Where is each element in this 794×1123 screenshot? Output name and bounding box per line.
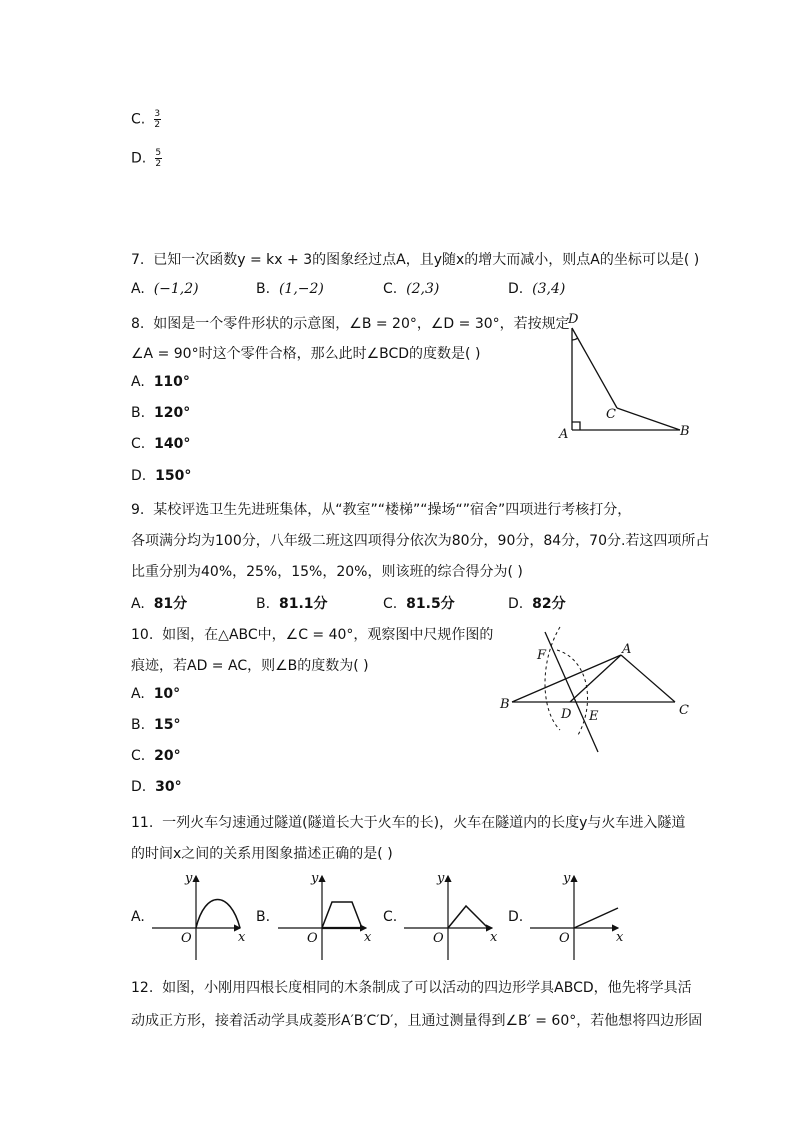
q10-option-d: D. 30°: [131, 779, 182, 795]
q11-option-c-label: C.: [383, 909, 398, 925]
q10-label-f: F: [537, 648, 547, 663]
q7-option-a: A. (−1,2): [131, 281, 199, 297]
q10-label-c: C: [679, 703, 689, 718]
q11-a-origin-label: O: [181, 931, 192, 946]
q10-stem-line1: 10. 如图，在△ABC中，∠C = 40°，观察图中尺规作图的: [131, 627, 494, 643]
q6-option-d-fraction: $\frac{5}{2}$: [155, 148, 162, 169]
q11-d-origin-label: O: [559, 931, 570, 946]
q11-stem-line2: 的时间x之间的关系用图象描述正确的是( ): [131, 846, 393, 862]
q11-a-x-label: x: [238, 930, 246, 945]
q11-graph-b-trapezoid: [322, 902, 362, 928]
q7-option-c: C. (2,3): [383, 281, 440, 297]
q9-stem-line3: 比重分别为40%，25%，15%，20%，则该班的综合得分为( ): [131, 564, 523, 580]
q11-graph-b: [278, 876, 366, 960]
q11-graph-a-arch: [196, 900, 240, 929]
q11-d-x-label: x: [616, 930, 624, 945]
q10-label-e: E: [589, 709, 599, 724]
q11-option-a-label: A.: [131, 909, 145, 925]
q9-option-c: C. 81.5分: [383, 596, 455, 612]
q11-stem-line1: 11. 一列火车匀速通过隧道(隧道长大于火车的长)，火车在隧道内的长度y与火车进入隧道: [131, 815, 686, 831]
q10-option-c: C. 20°: [131, 748, 181, 764]
q9-stem-line2: 各项满分均为100分，八年级二班这四项得分依次为80分，90分，84分，70分.若这四项所占: [131, 533, 710, 549]
q6-option-d: D. $\frac{5}{2}$: [131, 148, 162, 169]
q8-stem-line2: ∠A = 90°时这个零件合格，那么此时∠BCD的度数是( ): [131, 346, 481, 362]
q9-option-b: B. 81.1分: [256, 596, 328, 612]
q10-option-b: B. 15°: [131, 717, 181, 733]
q11-a-y-label: y: [185, 871, 193, 886]
q8-label-a: A: [559, 427, 569, 442]
q11-c-y-label: y: [437, 871, 445, 886]
q11-b-y-label: y: [311, 871, 319, 886]
q6-option-c-fraction: $\frac{3}{2}$: [154, 109, 161, 130]
q12-stem-line2: 动成正方形，接着活动学具成菱形A′B′C′D′，且通过测量得到∠B′ = 60°，若他想将四边形固: [131, 1013, 703, 1029]
q10-label-d: D: [561, 707, 572, 722]
q11-b-x-label: x: [364, 930, 372, 945]
q10-option-a: A. 10°: [131, 686, 181, 702]
q11-b-origin-label: O: [307, 931, 318, 946]
q8-label-c: C: [606, 407, 616, 422]
q11-graph-c: [404, 876, 492, 960]
q7-option-b: B. (1,−2): [256, 281, 324, 297]
q12-stem-line1: 12. 如图，小刚用四根长度相同的木条制成了可以活动的四边形学具ABCD，他先将学具活: [131, 980, 692, 996]
q11-graph-d: [530, 876, 618, 960]
q9-stem-line1: 9. 某校评选卫生先进班集体，从“教室”“楼梯”“操场“”宿舍”四项进行考核打分，: [131, 502, 632, 518]
q7-option-d: D. (3,4): [508, 281, 566, 297]
q11-c-origin-label: O: [433, 931, 444, 946]
q8-label-b: B: [680, 424, 690, 439]
q10-label-b: B: [500, 697, 510, 712]
q7-stem: 7. 已知一次函数y = kx + 3的图象经过点A，且y随x的增大而减小，则点A的坐标可以是( ): [131, 252, 700, 268]
q11-graph-a: [152, 876, 240, 960]
q9-option-d: D. 82分: [508, 596, 566, 612]
q11-d-y-label: y: [563, 871, 571, 886]
q8-option-c: C. 140°: [131, 436, 191, 452]
q6-option-c: C. $\frac{3}{2}$: [131, 109, 161, 130]
q11-option-b-label: B.: [256, 909, 271, 925]
q9-option-a: A. 81分: [131, 596, 188, 612]
q11-c-x-label: x: [490, 930, 498, 945]
q8-option-d: D. 150°: [131, 468, 192, 484]
q11-graph-d-ray: [574, 908, 618, 928]
q8-label-d: D: [568, 312, 579, 327]
q11-option-d-label: D.: [508, 909, 524, 925]
q8-stem-line1: 8. 如图是一个零件形状的示意图，∠B = 20°，∠D = 30°，若按规定: [131, 316, 570, 332]
q8-option-a: A. 110°: [131, 374, 190, 390]
q8-option-b: B. 120°: [131, 405, 191, 421]
q10-stem-line2: 痕迹，若AD = AC，则∠B的度数为( ): [131, 658, 369, 674]
q11-graph-c-triangle: [448, 906, 488, 928]
q10-label-a: A: [622, 642, 632, 657]
